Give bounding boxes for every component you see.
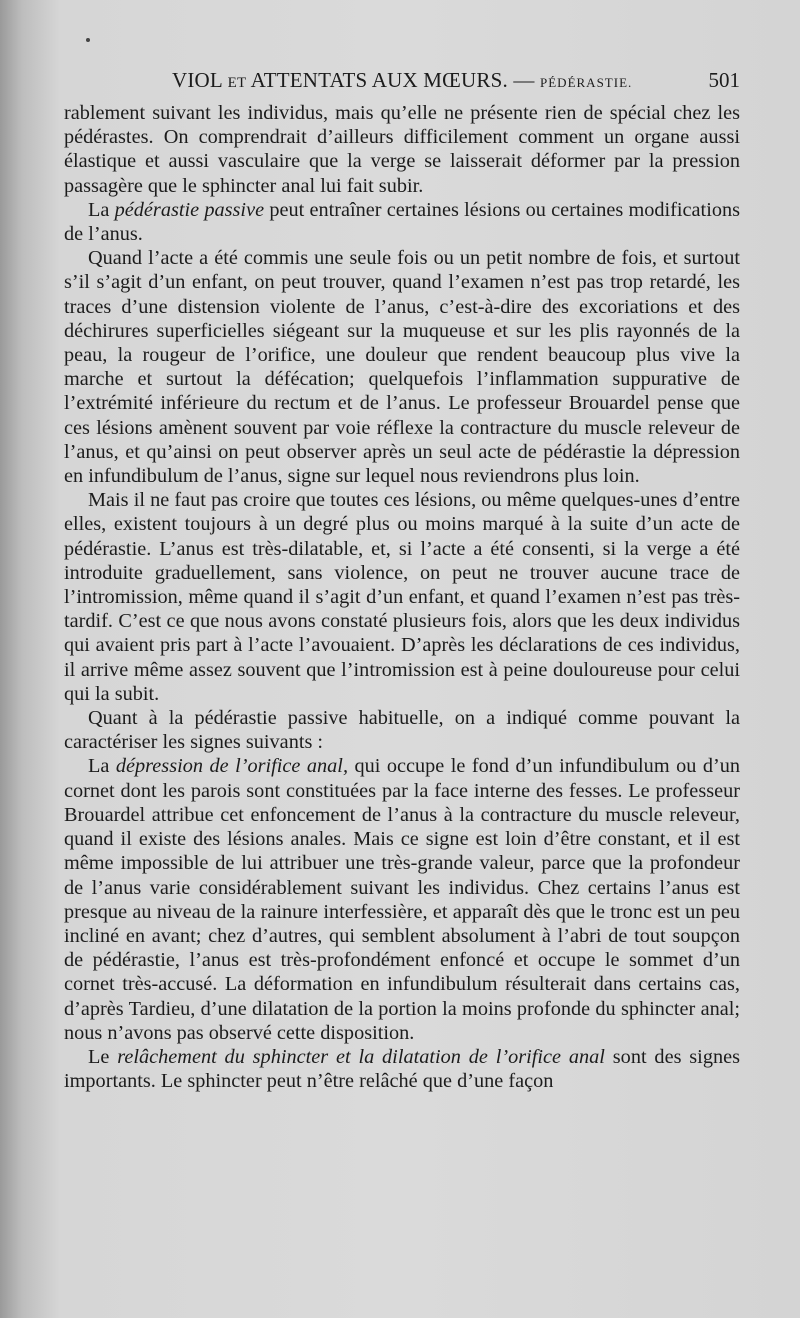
page-number: 501	[708, 68, 740, 92]
text-run: Le	[88, 1045, 118, 1068]
italic-phrase: pédérastie passive	[114, 198, 265, 221]
paragraph	[64, 754, 740, 1044]
paragraph	[64, 1045, 740, 1093]
paragraph	[64, 706, 740, 754]
text-run: qui occupe le fond d’un infundibulum ou d’un cornet dont les parois sont constituées par la face interne des fesses. Le professeur Brouardel attribue cet enfoncement de l’anus à la contracture du muscle releveur, quand il existe des lésions anales. Mais ce signe est loin d’être constant, et il est même impossible de lui attribuer une très-grande valeur, parce que la profondeur de l’anus varie considérablement suivant les individus. Chez certains l’anus est presque au niveau de la rainure interfessière, et apparaît dès que le tronc est un peu incliné en avant; chez d’autres, qui semblent absolument à l’abri de tout soupçon de pédérastie, l’anus est très-profondément enfoncé et occupe le sommet d’un cornet très-accusé. La déformation en infundibulum résulterait dans certains cas, d’après Tardieu, d’une dilatation de la portion la moins profonde du sphincter anal; nous n’avons pas observé cette disposition.	[64, 755, 740, 1044]
running-title-part: VIOL	[172, 68, 228, 92]
text-run: La	[88, 198, 115, 221]
text-run: Quand l’acte a été commis une seule fois ou un petit nombre de fois, et surtout s’il s’agit d’un enfant, on peut trouver, quand l’examen n’est pas trop retardé, les traces d’une distension violente de l’anus, c’est-à-dire des excoriations et des déchirures superficielles siégeant sur la muqueuse et sur les plis rayonnés de la peau, la rougeur de l’orifice, une douleur que rendent beaucoup plus vive la marche et surtout la défécation; quelquefois l’inflammation suppurative de l’extrémité inférieure du rectum et de l’anus. Le professeur Brouardel pense que ces lésions amènent souvent par voie réflexe la contracture du muscle releveur de l’anus, et qu’ainsi on peut observer après un seul acte de pédérastie la dépression en infundibulum de l’anus, signe sur lequel nous reviendrons plus loin.	[64, 247, 740, 488]
page-header	[64, 68, 740, 98]
running-title	[172, 68, 632, 93]
text-run: sont des signes importants. Le sphincter peut n’être relâché que d’une façon	[64, 1045, 740, 1093]
text-run: La	[88, 755, 116, 778]
text-run: Quant à la pédérastie passive habituelle, on a indiqué comme pouvant la caractériser les signes suivants :	[64, 707, 740, 754]
text-run: rablement suivant les individus, mais qu’elle ne présente rien de spécial chez les pédérastes. On comprendrait d’ailleurs difficilement comment un organe aussi élastique et aussi vasculaire que la verge se laisserait déformer par la pression passagère que le sphincter anal lui fait subir.	[64, 102, 740, 197]
running-title-part: ET	[227, 75, 247, 91]
paragraph	[64, 101, 740, 198]
italic-phrase: relâchement du sphincter et la dilatation de l’orifice anal	[117, 1045, 605, 1068]
running-title-part: PÉDÉRASTIE.	[540, 75, 633, 90]
paragraph	[64, 488, 740, 706]
text-run: Mais il ne faut pas croire que toutes ces lésions, ou même quelques-unes d’entre elles, existent toujours à un degré plus ou moins marqué à la suite d’un acte de pédérastie. L’anus est très-dilatable, et, si l’acte a été consenti, si la verge a été introduite graduellement, sans violence, on peut ne trouver aucune trace de l’intromission, même quand il s’agit d’un enfant, et quand l’examen n’est pas très-tardif. C’est ce que nous avons constaté plusieurs fois, alors que les deux individus qui avaient pris part à l’acte l’avouaient. D’après les déclarations de ces individus, il arrive même assez souvent que l’intromission est à peine douloureuse pour celui qui la subit.	[64, 489, 740, 705]
text-run: peut entraîner certaines lésions ou certaines modifications de l’anus.	[64, 198, 741, 246]
italic-phrase: dépression de l’orifice anal,	[115, 755, 349, 778]
paragraph	[64, 246, 740, 488]
ink-speck	[86, 38, 90, 42]
running-title-part: ATTENTATS AUX MŒURS. —	[246, 68, 541, 92]
paragraph	[64, 198, 740, 246]
body-text	[64, 101, 740, 1093]
